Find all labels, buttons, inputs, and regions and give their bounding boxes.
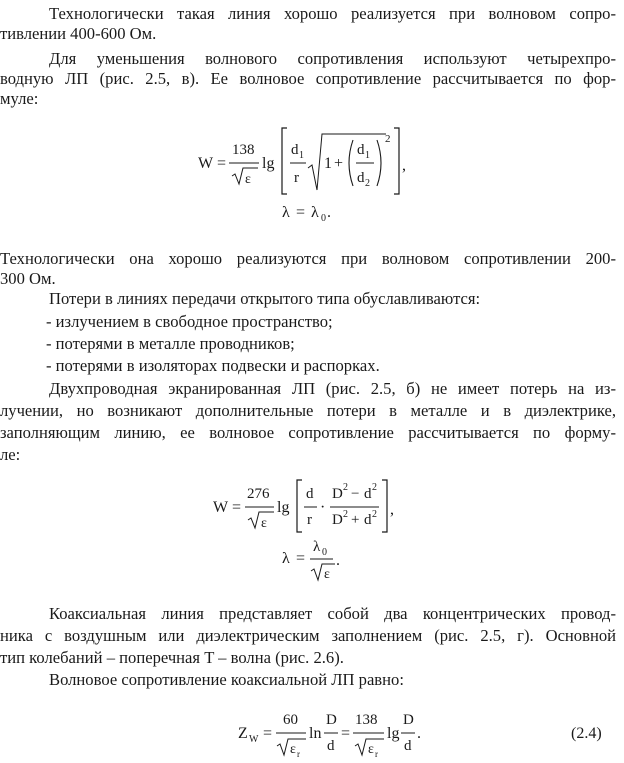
paragraph-5-line-4: ле: bbox=[0, 445, 21, 464]
f3-pow-d: 2 bbox=[372, 509, 377, 520]
f4-lambda: λ bbox=[282, 550, 290, 567]
f1-inner-d2-sub: 2 bbox=[365, 178, 370, 189]
f1-one: 1 bbox=[324, 155, 332, 172]
f1-r: r bbox=[294, 170, 299, 186]
f5-numerator-138: 138 bbox=[355, 712, 378, 728]
f1-inner-d2: d bbox=[357, 170, 365, 186]
f1-numerator: 138 bbox=[232, 142, 255, 158]
paragraph-3-line-1: Технологически она хорошо реализуются при волновом сопротивлении 200- bbox=[0, 249, 616, 268]
formula-wave-impedance-four-wire bbox=[196, 124, 426, 200]
f3-numerator: 276 bbox=[247, 486, 270, 502]
f2-lambda: λ bbox=[282, 204, 290, 221]
f1-d1: d bbox=[291, 142, 299, 158]
f3-W: W bbox=[213, 499, 229, 516]
formula-wavelength-2 bbox=[280, 535, 370, 585]
paragraph-2-line-2: водную ЛП (рис. 2.5, в). Ее волновое сопротивление рассчитывается по фор- bbox=[0, 69, 616, 88]
f1-epsilon: ε bbox=[245, 172, 251, 187]
f1-right-paren bbox=[377, 140, 381, 186]
f1-lg: lg bbox=[262, 155, 275, 172]
f4-equals: = bbox=[296, 550, 306, 567]
f5-numerator-60: 60 bbox=[283, 712, 298, 728]
f1-right-bracket bbox=[394, 128, 399, 194]
f1-inner-d1: d bbox=[357, 142, 365, 158]
f5-dot: . bbox=[417, 725, 421, 742]
f5-equals-2: = bbox=[341, 725, 351, 742]
paragraph-5-line-3: заполняющим линию, ее волновое сопротивление рассчитывается по форму- bbox=[0, 423, 616, 442]
f1-inner-d1-sub: 1 bbox=[365, 150, 370, 161]
paragraph-5-line-2: лучении, но возникают дополнительные потери в металле и в диэлектрике, bbox=[0, 401, 616, 420]
f5-equation-number: (2.4) bbox=[571, 725, 602, 742]
f5-Z: Z bbox=[238, 725, 248, 742]
f4-sqrt-sign bbox=[311, 564, 335, 580]
formula-coaxial-impedance bbox=[236, 702, 624, 762]
f3-comma: , bbox=[390, 501, 394, 518]
f4-dot: . bbox=[336, 552, 340, 569]
f3-left-bracket bbox=[297, 480, 302, 532]
paragraph-1-line-2: тивлении 400-600 Ом. bbox=[0, 24, 157, 43]
f1-d1-sub: 1 bbox=[299, 150, 304, 161]
f3-right-bracket bbox=[382, 480, 387, 532]
f4-sub0: 0 bbox=[322, 547, 327, 558]
f3-epsilon: ε bbox=[261, 516, 267, 531]
f3-lg: lg bbox=[277, 499, 290, 516]
paragraph-3-line-2: 300 Ом. bbox=[0, 269, 56, 288]
f4-lambda0: λ bbox=[313, 539, 321, 555]
paragraph-5-line-1: Двухпроводная экранированная ЛП (рис. 2.5, б) не имеет потерь на из- bbox=[49, 379, 616, 398]
f1-plus: + bbox=[334, 155, 344, 172]
f3-pow-b: 2 bbox=[372, 482, 377, 493]
f5-D-1: D bbox=[326, 712, 337, 728]
f3-D-num: D bbox=[332, 486, 343, 502]
f2-equals: = bbox=[296, 204, 306, 221]
f1-equals: = bbox=[217, 155, 227, 172]
f5-eps-1: ε bbox=[290, 742, 296, 757]
f3-cdot: · bbox=[320, 499, 326, 516]
f1-W: W bbox=[198, 155, 214, 172]
paragraph-7: Волновое сопротивление коаксиальной ЛП равно: bbox=[49, 670, 404, 689]
f5-lg: lg bbox=[387, 725, 400, 742]
f3-d-num: d bbox=[364, 486, 372, 502]
f3-minus: − bbox=[351, 486, 360, 502]
f5-sub-r-2: r bbox=[375, 749, 378, 759]
bullet-item-2: - потерями в металле проводников; bbox=[46, 334, 295, 353]
f5-equals-1: = bbox=[263, 725, 273, 742]
paragraph-6-line-3: тип колебаний – поперечная T – волна (рис. 2.6). bbox=[0, 648, 344, 667]
paragraph-2-line-1: Для уменьшения волнового сопротивления используют четырехпро- bbox=[49, 49, 616, 68]
f3-d: d bbox=[306, 486, 314, 502]
f1-left-bracket bbox=[282, 128, 287, 194]
f3-r: r bbox=[307, 512, 312, 528]
f3-plus: + bbox=[351, 512, 360, 528]
f1-left-paren bbox=[349, 140, 353, 186]
f5-d-2: d bbox=[404, 738, 412, 754]
f5-d-1: d bbox=[327, 738, 335, 754]
f2-lambda0: λ bbox=[311, 204, 319, 221]
f5-eps-2: ε bbox=[368, 742, 374, 757]
f5-sub-r-1: r bbox=[297, 749, 300, 759]
f3-pow-c: 2 bbox=[343, 509, 348, 520]
f2-sub0: 0 bbox=[321, 213, 326, 224]
bullet-item-3: - потерями в изоляторах подвески и распорках. bbox=[46, 356, 380, 375]
formula-wavelength-1 bbox=[280, 200, 360, 224]
f3-D-den: D bbox=[332, 512, 343, 528]
bullet-item-1: - излучением в свободное пространство; bbox=[46, 312, 333, 331]
f5-sub-W: W bbox=[249, 734, 259, 745]
paragraph-1-line-1: Технологически такая линия хорошо реализуется при волновом сопро- bbox=[49, 4, 616, 23]
formula-wave-impedance-shielded bbox=[211, 476, 421, 536]
f5-D-2: D bbox=[403, 712, 414, 728]
f2-dot: . bbox=[327, 204, 331, 221]
f1-power: 2 bbox=[385, 133, 391, 145]
f5-ln: ln bbox=[309, 725, 322, 742]
paragraph-6-line-1: Коаксиальная линия представляет собой два концентрических провод- bbox=[49, 604, 616, 623]
f1-comma: , bbox=[402, 157, 406, 174]
f4-epsilon: ε bbox=[324, 567, 330, 582]
paragraph-2-line-3: муле: bbox=[0, 89, 39, 108]
f3-d-den: d bbox=[364, 512, 372, 528]
paragraph-6-line-2: ника с воздушным или диэлектрическим заполнением (рис. 2.5, г). Основной bbox=[0, 626, 616, 645]
f1-big-sqrt-sign bbox=[308, 134, 386, 190]
f3-pow-a: 2 bbox=[343, 482, 348, 493]
paragraph-4: Потери в линиях передачи открытого типа обуславливаются: bbox=[49, 289, 481, 308]
f3-equals: = bbox=[232, 499, 242, 516]
